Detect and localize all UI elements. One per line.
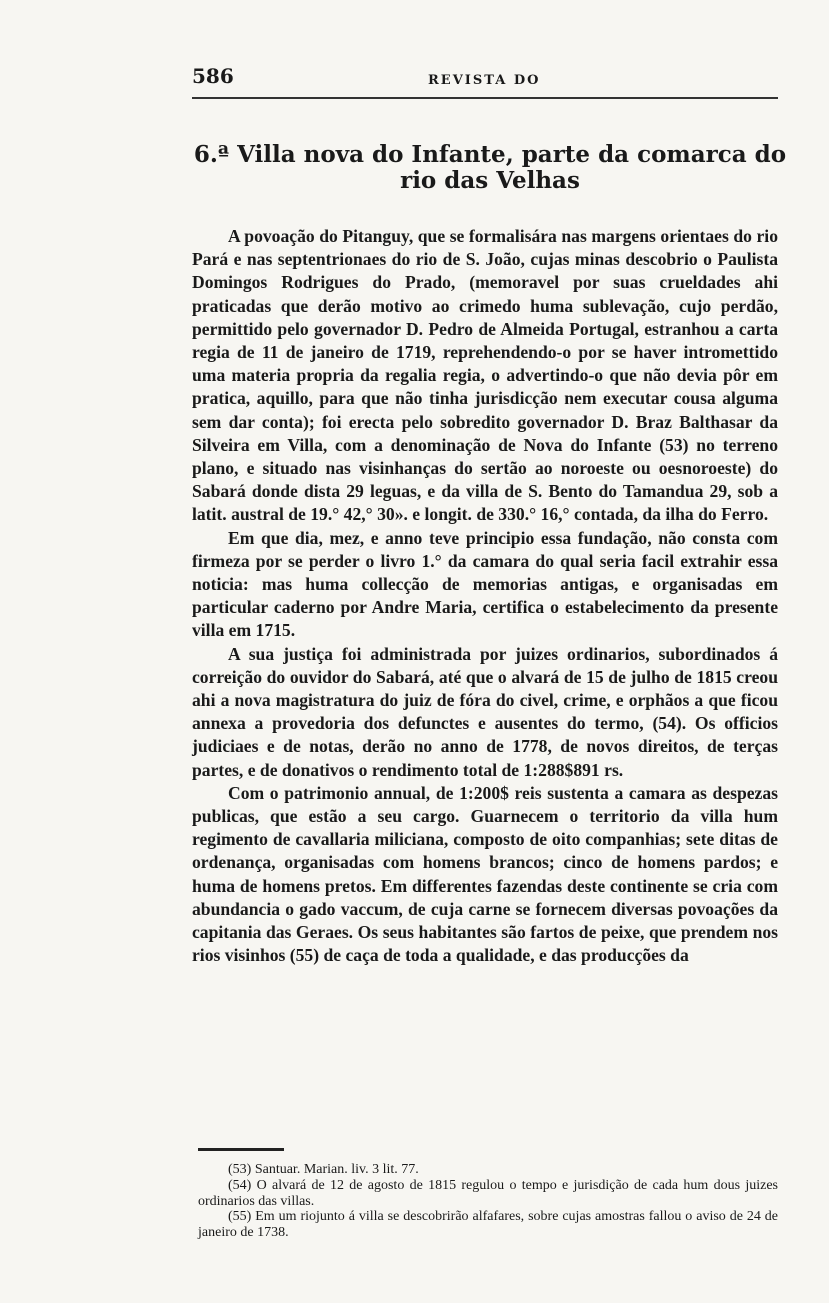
footnote: (55) Em um riojunto á villa se descobrirão alfafares, sobre cujas amostras fallou o aviso de 24 de janeiro de 1738.: [198, 1209, 778, 1241]
section-title: 6.ª Villa nova do Infante, parte da comarca do rio das Velhas: [193, 141, 787, 194]
paragraph: Com o patrimonio annual, de 1:200$ reis sustenta a camara as despezas publicas, que estão a seu cargo. Guarnecem o territorio da villa hum regimento de cavallaria miliciana, composto de oito companhias; sete ditas de ordenança, organisadas com homens brancos; cinco de homens pardos; e huma de homens pretos. Em differentes fazendas deste continente se cria com abundancia o gado vaccum, de cuja carne se fornecem diversas povoações da capitania das Geraes. Os seus habitantes são fartos de peixe, que prendem nos rios visinhos (55) de caça de toda a qualidade, e das producções da: [192, 782, 778, 966]
header-rule: [192, 97, 778, 99]
page-number: 586: [192, 64, 234, 88]
paragraph: A povoação do Pitanguy, que se formalisára nas margens orientaes do rio Pará e nas septentrionaes do rio de S. João, cujas minas descobrio o Paulista Domingos Rodrigues do Prado, (memoravel por suas crueldades ahi praticadas que derão motivo ao crimedo huma sublevação, cujo perdão, permittido pelo governador D. Pedro de Almeida Portugal, estranhou a carta regia de 11 de janeiro de 1719, reprehendendo-o por se haver intromettido uma materia propria da regalia regia, o advertindo-o que não devia pôr em pratica, aquillo, para que não tinha jurisdicção nem executar cousa alguma sem dar conta); foi erecta pelo sobredito governador D. Braz Balthasar da Silveira em Villa, com a denominação de Nova do Infante (53) no terreno plano, e situado nas visinhanças do sertão ao noroeste ou oesnoroeste) do Sabará donde dista 29 leguas, e da villa de S. Bento do Tamandua 29, sob a latit. austral de 19.° 42,° 30». e longit. de 330.° 16,° contada, da ilha do Ferro.: [192, 226, 778, 525]
footnote-rule: [198, 1148, 284, 1151]
body-text: [192, 225, 778, 968]
footnote: (54) O alvará de 12 de agosto de 1815 regulou o tempo e jurisdição de cada hum dous juizes ordinarios das villas.: [198, 1177, 778, 1209]
running-head: REVISTA DO: [428, 73, 541, 88]
page-header: [192, 64, 778, 94]
paragraph: A sua justiça foi administrada por juizes ordinarios, subordinados á correição do ouvidor do Sabará, até que o alvará de 15 de julho de 1815 creou ahi a nova magistratura do juiz de fóra do civel, crime, e orphãos a que ficou annexa a provedoria dos defunctes e ausentes do termo, (54). Os officios judiciaes e de notas, derão no anno de 1778, de novos direitos, de terças partes, e de donativos o rendimento total de 1:288$891 rs.: [192, 643, 778, 780]
paragraph: Em que dia, mez, e anno teve principio essa fundação, não consta com firmeza por se perder o livro 1.° da camara do qual seria facil extrahir essa noticia: mas huma collecção de memorias antigas, e organisadas em particular caderno por Andre Maria, certifica o estabelecimento da presente villa em 1715.: [192, 527, 778, 641]
footnotes: [198, 1162, 778, 1241]
footnote: (53) Santuar. Marian. liv. 3 lit. 77.: [228, 1162, 419, 1177]
